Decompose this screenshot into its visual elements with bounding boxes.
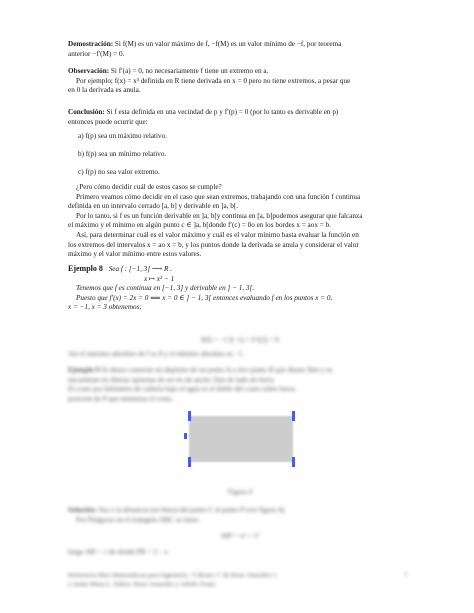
paragraph-line: Así, para determinar cuál es el valor máximo y cuál es el valor mínimo basta evaluar la función en (76, 230, 359, 239)
ejemplo-9-line3: El costo por kilómetro de cañería bajo el agua es el doble del costo sobre tierra. (68, 385, 297, 394)
observacion-line1: Si f′(a) = 0, no necesariamente f tiene un extremo en a. (110, 67, 269, 75)
ejemplo-9-line2: encuentran en riberas opuestas de un río de ancho 1km de lado de tierra (68, 375, 274, 384)
demostracion-label: Demostración: (68, 40, 114, 48)
conclusion-line1: Si f esta definida en una vecindad de p y f′(p) = 0 (por lo tanto es derivable en p) (106, 108, 339, 116)
blurred-equation: f(0) = −1 f(−1) = 0 f(3) = 8 (201, 336, 279, 344)
figure-point-marker (292, 457, 295, 467)
figure-diagram (189, 416, 293, 462)
paragraph-line: Primero veamos cómo decidir en el caso que sean extremos, trabajando con una función f continua (76, 192, 361, 201)
observacion-block (68, 67, 412, 96)
page-number: 1 (404, 571, 408, 578)
paragraph-line: los extremos del intervalos x = ao x = b, y los puntos donde la derivada se anula y considerar el valor (68, 240, 359, 249)
ejemplo-8-line3: x = −1, x = 3 obtenemos; (68, 303, 142, 312)
solucion-label: Solución: (68, 506, 97, 514)
ejemplo-9-line1: Se desea construir un depósito de un punto A a otro punto B que distan 3km y se (101, 366, 333, 374)
conclusion-line2: entonces puede ocurrir que: (68, 117, 148, 126)
solucion-line2: Por Pitágoras en el triángulo ABC se tiene: (76, 515, 200, 524)
footnote-line2: y Jaime Mena L. Editor: Rene Amaolito y Adolfo Franz (68, 581, 216, 588)
figure-point-marker (184, 433, 187, 439)
demostracion-block (68, 40, 412, 59)
solucion-equation: AB² = x² + 1² (220, 532, 260, 540)
paragraph-line: el máximo y el mínimo en algún punto c ∈ ]a, b[donde f′(c) = 0o en los bordes x = aox = b. (68, 221, 331, 230)
solucion-block (68, 506, 412, 525)
solucion-line1: Sea x la distancia (en línea) del punto C al punto P (ver figura 4). (98, 506, 286, 514)
ejemplo-8-line2: Puesto que f′(x) = 2x = 0 ⟺ x = 0 ∈ ] − 1, 3[ entonces evaluando f en los puntos x = 0, (76, 293, 333, 302)
conclusion-item-a: a) f(p) sea un máximo relativo. (78, 132, 168, 140)
footnote (68, 571, 412, 589)
figure-point-marker (292, 411, 295, 421)
conclusion-item-c: c) f(p) no sea valor extremo. (78, 168, 160, 176)
ejemplo-8-block (68, 264, 412, 313)
blurred-text: Así el máximo absoluto de f es 8 y el mínimo absoluto es −1. (68, 350, 245, 358)
figure-point-marker (188, 457, 191, 467)
ejemplo-8-map: x ↦ x² − 1 (144, 274, 175, 283)
ejemplo-9-label: Ejemplo 9 (68, 366, 100, 374)
ejemplo-8-line1: Tenemos que f es continua en [−1, 3] y derivable en ] − 1, 3[. (76, 284, 255, 293)
paragraph-line: máximo y el valor mínimo entre estos valores. (68, 250, 202, 259)
figure-point-marker (188, 411, 191, 421)
conclusion-item-b: b) f(p) sea un mínimo relativo. (78, 150, 167, 158)
conclusion-label: Conclusión: (68, 108, 105, 116)
demostracion-line2: anterior −f′(M) = 0. (68, 49, 125, 58)
observacion-line3: en 0 la derivada es anula. (68, 86, 141, 95)
ejemplo-8-sea: Sea f : [−1, 3] ⟶ R . (108, 265, 172, 273)
figure-caption: Figura 4 (227, 488, 253, 496)
paragraph-line: definida en un intervalo cerrado [a, b] y derivable en ]a, b[. (68, 202, 239, 211)
ejemplo-9-line4: posición de P que minimiza el costo. (68, 394, 174, 403)
observacion-label: Observación: (68, 67, 110, 75)
demostracion-line1: Si f(M) es un valor máximo de f, −f(M) es un valor mínimo de −f, por teorema (114, 40, 342, 48)
ejemplo-9-block (68, 366, 412, 404)
footnote-line1: Referencia libro Matemáticas para Ingeniería, "Cálculo 1" de Rene Amaolito C. (68, 572, 279, 579)
paragraph-line: Por lo tanto, si f es un función derivable en ]a, b[y continua en [a, b]podemos asegurar que falcanza (76, 211, 363, 220)
paragraph-line: ¿Pero cómo decidir cuál de estos casos se cumple? (76, 183, 222, 191)
ejemplo-8-label: Ejemplo 8 (68, 264, 103, 273)
observacion-line2: Por ejemplo; f(x) = x³ definida en R tiene derivada en x = 0 pero no tiene extremos, a pesar que (76, 76, 351, 85)
solucion-line3: luego AB = √ de donde PB = 3 − x (68, 548, 168, 556)
discussion-paragraph (68, 183, 412, 260)
conclusion-block (68, 108, 412, 127)
